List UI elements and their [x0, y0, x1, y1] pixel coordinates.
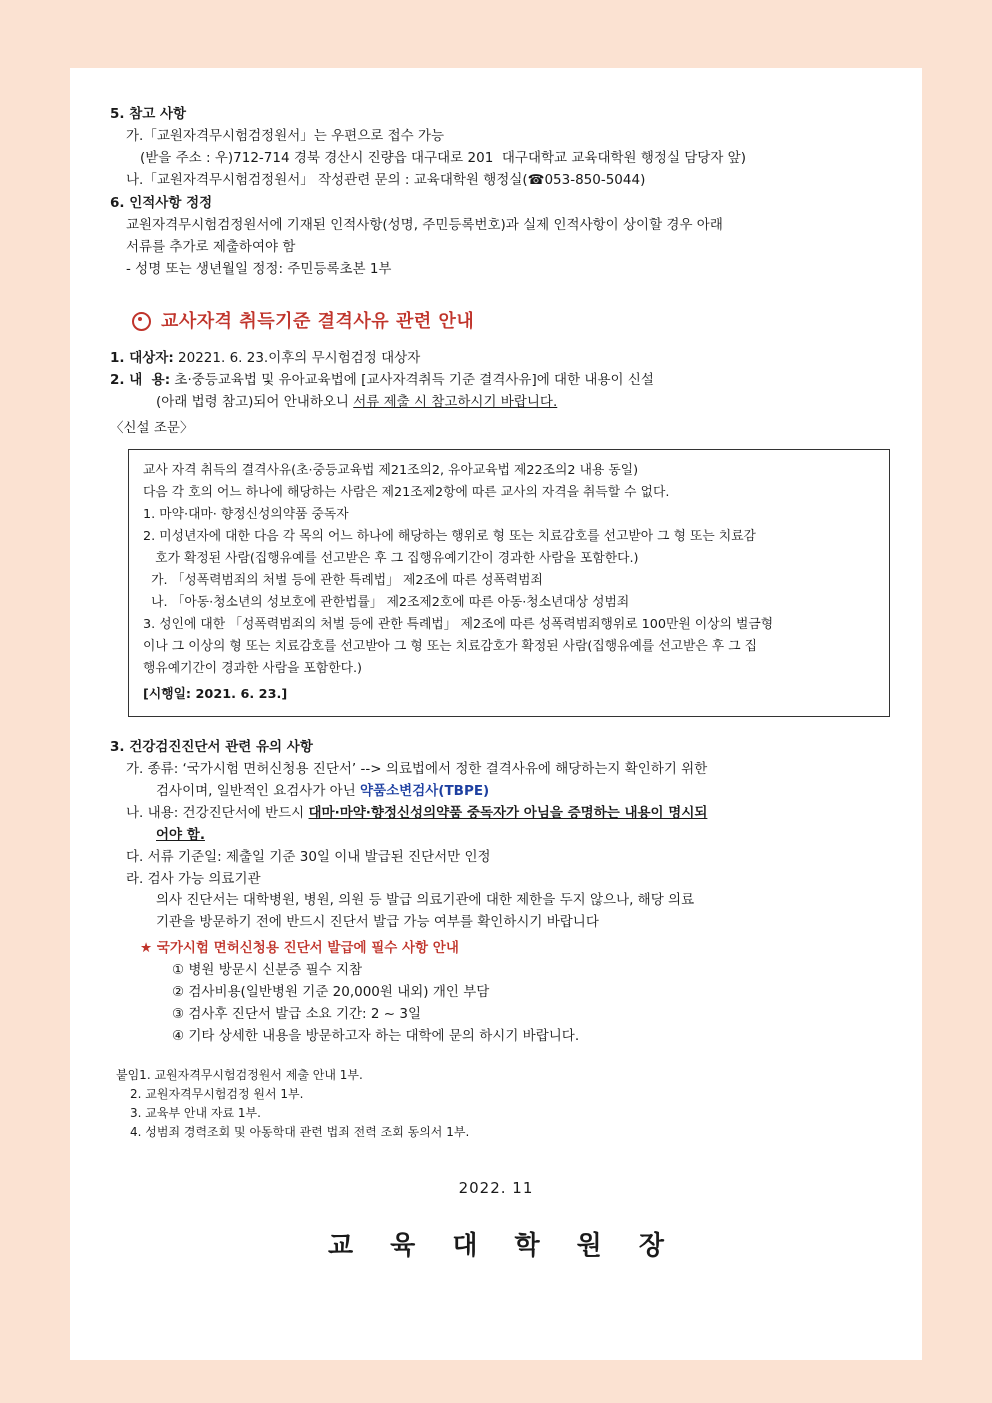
law-line-7: 나. 「아동·청소년의 성보호에 관한법률」 제2조제2호에 따른 아동·청소년대상 성범죄 [143, 595, 630, 611]
section-3-numbered-4: ④ 기타 상세한 내용을 방문하고자 하는 대학에 문의 하시기 바랍니다. [172, 1027, 580, 1044]
section-5-line-3: 나.「교원자격무시험검정원서」 작성관련 문의 : 교육대학원 행정실(☎053-850-5044) [126, 171, 646, 188]
law-line-1: 교사 자격 취득의 결격사유(초·중등교육법 제21조의2, 유아교육법 제22조의2 내용 동일) [143, 463, 639, 479]
item-2-line-2 [110, 392, 882, 414]
item-2-label: 2. 내 용: [110, 371, 171, 388]
new-clause-label: 〈신설 조문〉 [110, 419, 194, 436]
section-3-ga-text-1: ‘국가시험 면허신청용 진단서’ --> 의료법에서 정한 결격사유에 해당하는지 확인하기 위한 [178, 761, 708, 778]
section-3-numbered-2: ② 검사비용(일반병원 기준 20,000원 내외) 개인 부담 [172, 983, 490, 1000]
section-3-ra-sub-2: 기관을 방문하기 전에 반드시 진단서 발급 가능 여부를 확인하시기 바랍니다 [156, 914, 599, 931]
section-3-ga-line-2 [110, 781, 882, 803]
item-2-text-1: 초·중등교육법 및 유아교육법에 [교사자격취득 기준 결격사유]에 대한 내용이 신설 [170, 371, 654, 388]
law-line-9: 이나 그 이상의 형 또는 치료감호를 선고받아 그 형 또는 치료감호가 확정된 사람(집행유예를 선고받은 후 그 집 [143, 639, 757, 655]
document-date: 2022. 11 [458, 1179, 534, 1198]
section-6-line-3: - 성명 또는 생년월일 정정: 주민등록초본 1부 [126, 261, 392, 278]
attachment-line-3: 3. 교육부 안내 자료 1부. [130, 1105, 261, 1120]
section-3-na-label: 나. 내용: [126, 805, 179, 822]
section-6-line-1: 교원자격무시험검정원서에 기재된 인적사항(성명, 주민등록번호)과 실제 인적사항이 상이할 경우 아래 [126, 217, 723, 234]
attachment-line-2: 2. 교원자격무시험검정 원서 1부. [130, 1086, 304, 1101]
section-5-heading: 5. 참고 사항 [110, 106, 187, 122]
star-icon: ★ [140, 940, 157, 957]
section-3-ga-text-2: 검사이며, 일반적인 요검사가 아닌 [156, 783, 361, 800]
item-1-line [110, 348, 882, 370]
section-6-heading: 6. 인적사항 정정 [110, 195, 213, 212]
section-3-na-line-2 [110, 825, 882, 847]
section-6-line-2: 서류를 추가로 제출하여야 함 [126, 239, 296, 256]
section-3-ga-highlight: 약품소변검사(TBPE) [360, 783, 490, 800]
item-2-underline-text: 서류 제출 시 참고하시기 바랍니다. [353, 393, 558, 410]
law-line-5: 호가 확정된 사람(집행유예를 선고받은 후 그 집행유예기간이 경과한 사람을 포함한다.) [143, 551, 639, 567]
law-line-2: 다음 각 호의 어느 하나에 해당하는 사람은 제21조제2항에 따른 교사의 자격을 취득할 수 없다. [143, 485, 670, 501]
law-line-3: 1. 마약·대마· 향정신성의약품 중독자 [143, 507, 349, 523]
section-3-heading: 3. 건강검진진단서 관련 유의 사항 [110, 739, 313, 756]
section-3-na-bold-1: 대마·마약·향정신성의약품 중독자가 아님을 증명하는 내용이 명시되 [308, 805, 708, 822]
document-page [70, 68, 922, 1360]
section-3-ra-line: 라. 검사 가능 의료기관 [126, 870, 261, 887]
banner-title-row [110, 307, 882, 336]
attachments-block [110, 1066, 882, 1143]
attachment-line-4: 4. 성범죄 경력조회 및 아동학대 관련 법죄 전력 조회 동의서 1부. [130, 1125, 470, 1140]
law-line-4: 2. 미성년자에 대한 다음 각 목의 어느 하나에 해당하는 행위로 형 또는 치료감호를 선고받아 그 형 또는 치료감 [143, 529, 756, 545]
section-3-na-bold-2: 어야 함. [156, 826, 205, 843]
section-3-ra-sub-1: 의사 진단서는 대학병원, 병원, 의원 등 발급 의료기관에 대한 제한을 두지 않으나, 해당 의료 [156, 892, 695, 909]
law-line-6: 가. 「성폭력범죄의 처벌 등에 관한 특례법」 제2조에 따른 성폭력범죄 [143, 573, 543, 589]
section-3-da-line: 다. 서류 기준일: 제출일 기준 30일 이내 발급된 진단서만 인정 [126, 848, 491, 865]
section-3-ga-label: 가. 종류: [126, 761, 179, 778]
item-2-line-1 [110, 370, 882, 392]
section-3-na-line-1 [110, 803, 882, 825]
document-body [110, 104, 882, 1267]
item-2-text-2: (아래 법령 참고)되어 안내하오니 [156, 393, 354, 410]
law-line-10: 행유예기간이 경과한 사람을 포함한다.) [143, 661, 363, 677]
section-5-line-1: 가.「교원자격무시험검정원서」는 우편으로 접수 가능 [126, 127, 445, 144]
law-clause-box [128, 449, 890, 717]
law-line-8: 3. 성인에 대한 「성폭력범죄의 처벌 등에 관한 특례법」 제2조에 따른 성폭력범죄행위로 100만원 이상의 벌금형 [143, 617, 774, 633]
section-3-numbered-3: ③ 검사후 진단서 발급 소요 기간: 2 ~ 3일 [172, 1005, 422, 1022]
section-3-na-text-pre: 건강진단서에 반드시 [178, 805, 309, 822]
item-1-label: 1. 대상자: [110, 350, 174, 367]
item-1-text: 20221. 6. 23.이후의 무시험검정 대상자 [173, 350, 421, 367]
section-3-star-heading-row [110, 938, 882, 960]
banner-title: 교사자격 취득기준 결격사유 관련 안내 [161, 310, 475, 332]
red-target-bullet-icon [132, 312, 151, 331]
section-5-line-2: (받을 주소 : 우)712-714 경북 경산시 진량읍 대구대로 201 대구대학교 교육대학원 행정실 담당자 앞) [140, 149, 746, 166]
section-3-ga-line-1 [110, 759, 882, 781]
section-3-numbered-1: ① 병원 방문시 신분증 필수 지참 [172, 962, 363, 979]
attachment-line-1: 붙임1. 교원자격무시험검정원서 제출 안내 1부. [116, 1067, 363, 1082]
law-effective-date: [시행일: 2021. 6. 23.] [143, 687, 288, 703]
section-3-star-heading: 국가시험 면허신청용 진단서 발급에 필수 사항 안내 [156, 940, 459, 957]
document-signature: 교 육 대 학 원 장 [328, 1230, 678, 1261]
